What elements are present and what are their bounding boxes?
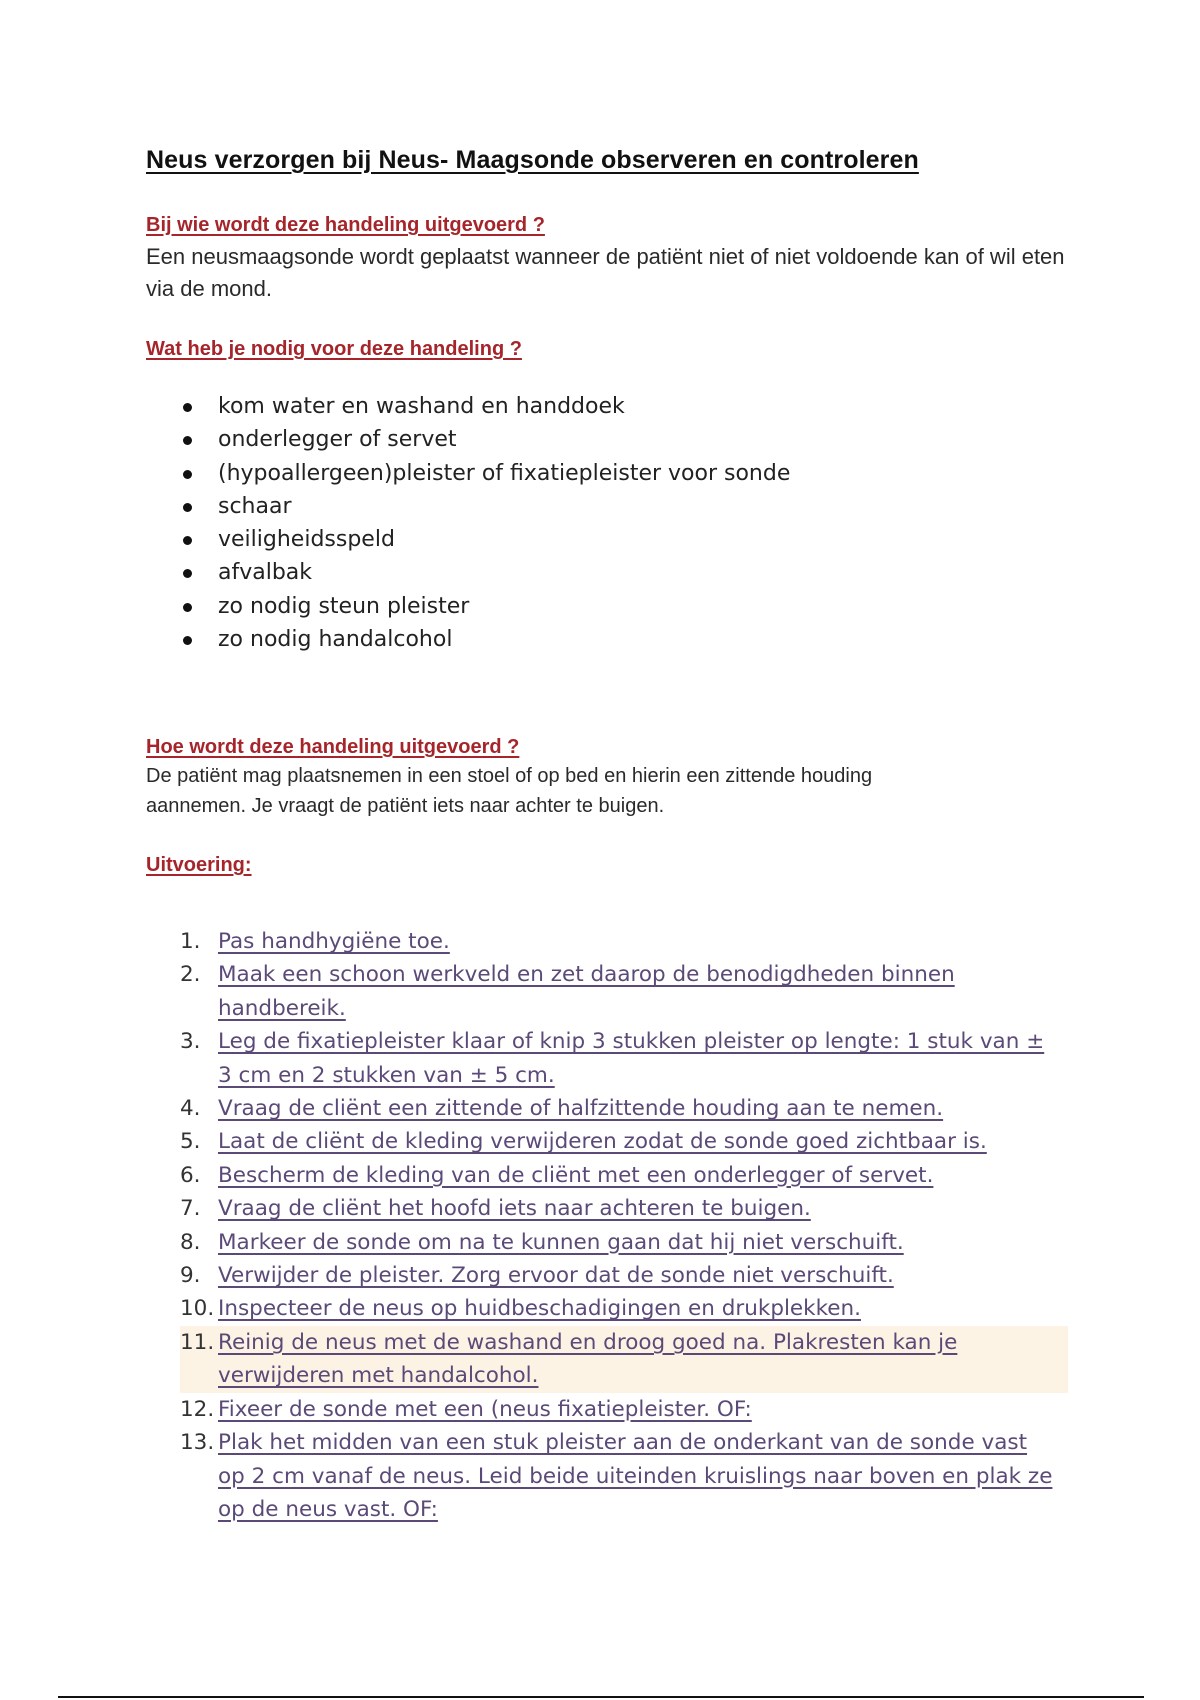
heading-hoe: Hoe wordt deze handeling uitgevoerd ? — [146, 736, 520, 758]
step-item: 7. Vraag de cliënt het hoofd iets naar achteren te buigen. — [180, 1196, 811, 1222]
list-item: zo nodig steun pleister — [218, 590, 790, 623]
step-item: 5. Laat de cliënt de kleding verwijderen zodat de sonde goed zichtbaar is. — [180, 1129, 987, 1155]
list-item: zo nodig handalcohol — [218, 623, 790, 656]
intro-paragraph: Een neusmaagsonde wordt geplaatst wanneer de patiënt niet of niet voldoende kan of wil eten via de mond. — [146, 244, 1065, 301]
supplies-list — [218, 390, 790, 656]
page-title: Neus verzorgen bij Neus- Maagsonde observeren en controleren — [146, 146, 919, 174]
bullet-icon — [183, 503, 192, 512]
heading-bij-wie: Bij wie wordt deze handeling uitgevoerd ? — [146, 214, 545, 236]
step-item: 12. Fixeer de sonde met een (neus fixatiepleister. OF: — [180, 1396, 752, 1422]
bullet-icon — [183, 636, 192, 645]
step-item: 1. Pas handhygiëne toe. — [180, 929, 450, 954]
bullet-icon — [183, 536, 192, 545]
heading-uitvoering: Uitvoering: — [146, 854, 252, 876]
step-item: 6. Bescherm de kleding van de cliënt met een onderlegger of servet. — [180, 1162, 934, 1188]
list-item: schaar — [218, 490, 790, 523]
step-item: 2. Maak een schoon werkveld en zet daarop de benodigdheden binnen handbereik. — [180, 962, 955, 1021]
bullet-icon — [183, 403, 192, 412]
step-item-highlighted: 11. Reinig de neus met de washand en droog goed na. Plakresten kan je verwijderen met handalcohol. — [180, 1326, 1068, 1393]
list-item: veiligheidsspeld — [218, 523, 790, 556]
list-item: (hypoallergeen)pleister of fixatiepleister voor sonde — [218, 457, 790, 490]
bullet-icon — [183, 603, 192, 612]
step-item: 9. Verwijder de pleister. Zorg ervoor dat de sonde niet verschuift. — [180, 1263, 894, 1289]
step-item: 13. Plak het midden van een stuk pleister aan de onderkant van de sonde vast op 2 cm vanaf de neus. Leid beide uiteinden kruislings naar boven en plak ze op de neus vast. OF: — [180, 1430, 1053, 1522]
step-item: 3. Leg de fixatiepleister klaar of knip 3 stukken pleister op lengte: 1 stuk van ± 3 cm en 2 stukken van ± 5 cm. — [180, 1029, 1045, 1088]
steps-list — [180, 925, 1060, 1526]
list-item: afvalbak — [218, 556, 790, 589]
bullet-icon — [183, 470, 192, 479]
list-item: kom water en washand en handdoek — [218, 390, 790, 423]
step-item: 4. Vraag de cliënt een zittende of halfzittende houding aan te nemen. — [180, 1096, 944, 1122]
page-divider — [58, 1696, 1144, 1698]
bullet-icon — [183, 436, 192, 445]
bullet-icon — [183, 569, 192, 578]
list-item: onderlegger of servet — [218, 423, 790, 456]
step-item: 8. Markeer de sonde om na te kunnen gaan dat hij niet verschuift. — [180, 1229, 904, 1255]
procedure-paragraph: De patiënt mag plaatsnemen in een stoel of op bed en hierin een zittende houding aannemen. Je vraagt de patiënt iets naar achter te buigen. — [146, 765, 873, 817]
heading-benodigdheden: Wat heb je nodig voor deze handeling ? — [146, 338, 522, 360]
step-item: 10. Inspecteer de neus op huidbeschadigingen en drukplekken. — [180, 1296, 861, 1322]
